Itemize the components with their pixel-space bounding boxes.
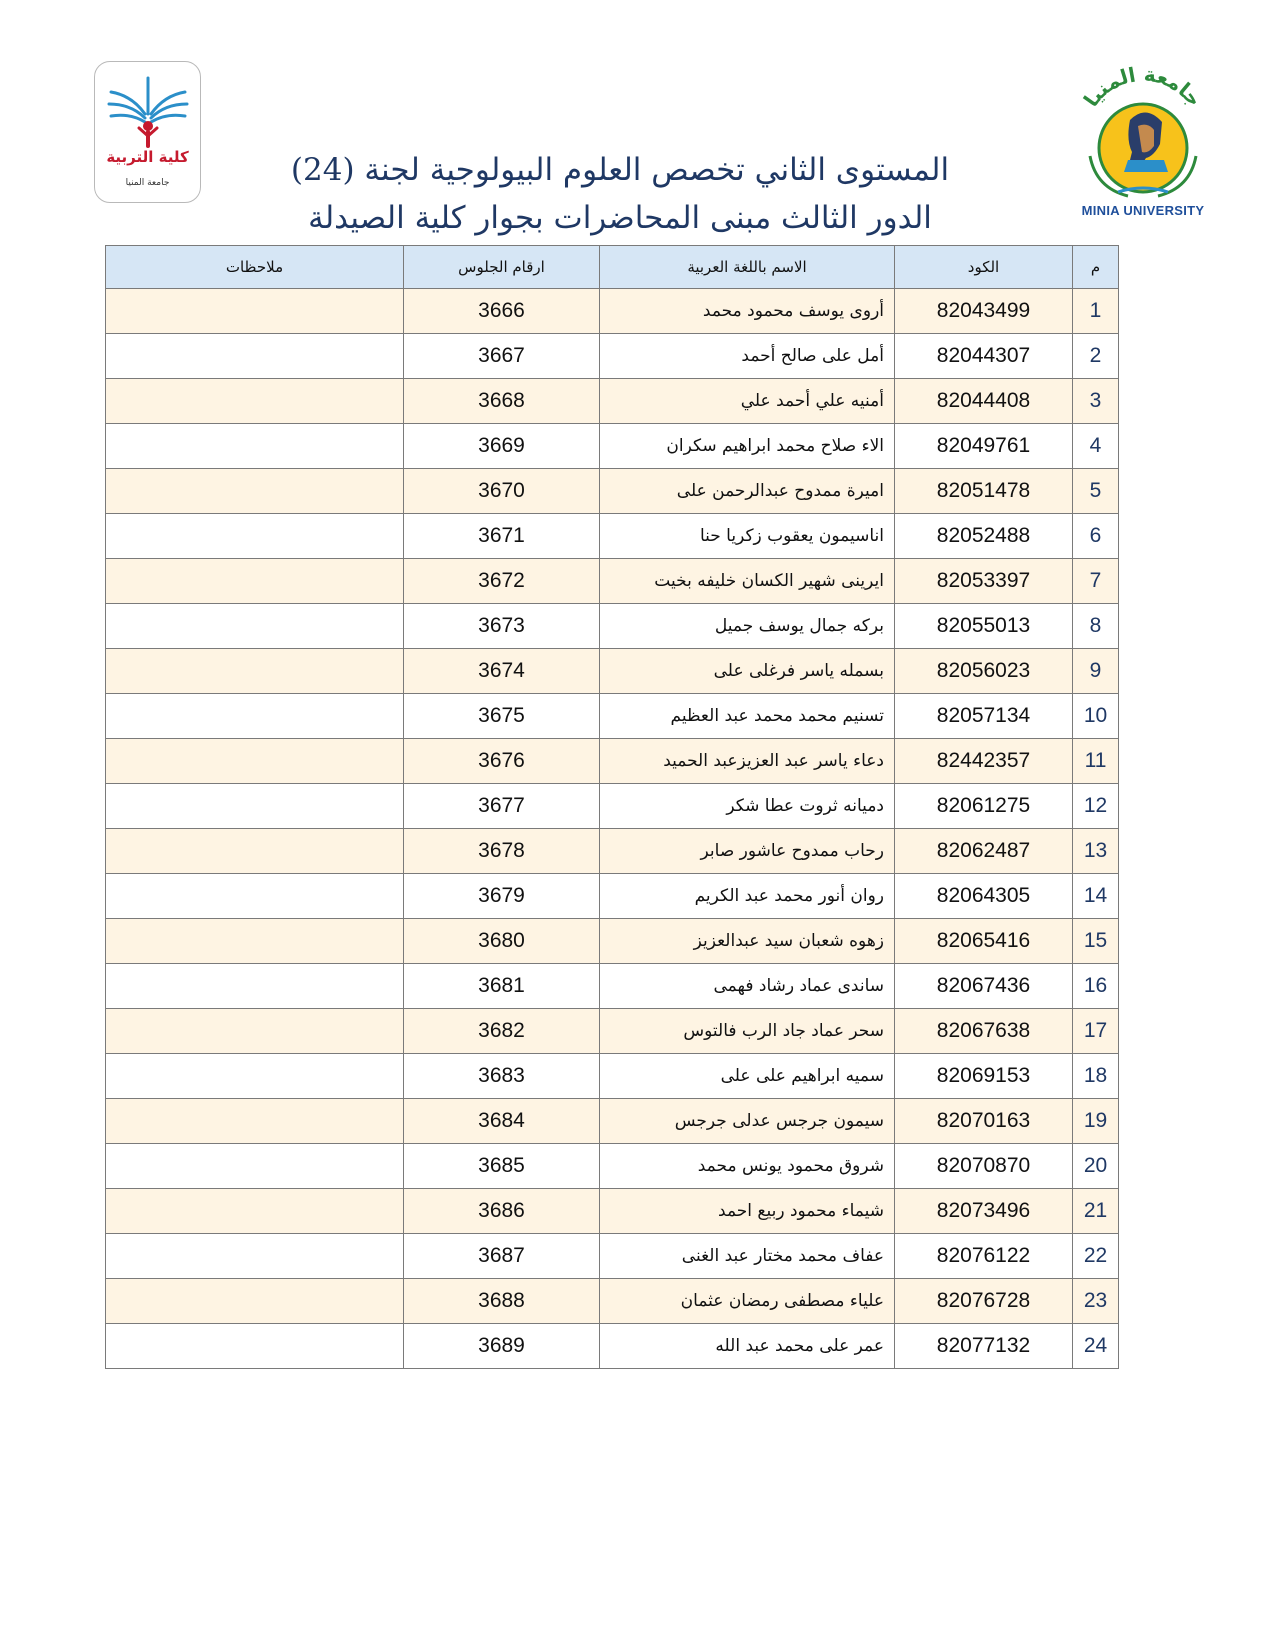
notes-cell — [106, 919, 404, 964]
seat-number: 3686 — [404, 1189, 600, 1234]
seat-number: 3667 — [404, 334, 600, 379]
student-name: الاء صلاح محمد ابراهيم سكران — [600, 424, 895, 469]
table-row — [106, 1324, 1119, 1369]
student-code: 82062487 — [895, 829, 1073, 874]
table-row — [106, 1144, 1119, 1189]
student-name: أمنيه علي أحمد علي — [600, 379, 895, 424]
row-number: 5 — [1073, 469, 1119, 514]
university-logo — [1068, 60, 1218, 225]
notes-cell — [106, 739, 404, 784]
student-name: عمر على محمد عبد الله — [600, 1324, 895, 1369]
seat-number: 3679 — [404, 874, 600, 919]
seat-number: 3669 — [404, 424, 600, 469]
row-number: 15 — [1073, 919, 1119, 964]
notes-cell — [106, 1054, 404, 1099]
notes-cell — [106, 874, 404, 919]
student-code: 82052488 — [895, 514, 1073, 559]
table-row — [106, 1279, 1119, 1324]
notes-cell — [106, 469, 404, 514]
student-code: 82073496 — [895, 1189, 1073, 1234]
student-name: روان أنور محمد عبد الكريم — [600, 874, 895, 919]
student-code: 82057134 — [895, 694, 1073, 739]
row-number: 1 — [1073, 289, 1119, 334]
seat-number: 3685 — [404, 1144, 600, 1189]
notes-cell — [106, 1144, 404, 1189]
row-number: 4 — [1073, 424, 1119, 469]
row-number: 11 — [1073, 739, 1119, 784]
student-code: 82076728 — [895, 1279, 1073, 1324]
student-name: أروى يوسف محمود محمد — [600, 289, 895, 334]
notes-cell — [106, 379, 404, 424]
student-code: 82067638 — [895, 1009, 1073, 1054]
student-code: 82053397 — [895, 559, 1073, 604]
header-seat: ارقام الجلوس — [404, 246, 600, 289]
student-name: تسنيم محمد محمد عبد العظيم — [600, 694, 895, 739]
notes-cell — [106, 1324, 404, 1369]
student-name: بسمله ياسر فرغلى على — [600, 649, 895, 694]
seat-number: 3674 — [404, 649, 600, 694]
table-body — [106, 289, 1119, 1369]
table-row — [106, 334, 1119, 379]
page-subtitle: الدور الثالث مبنى المحاضرات بجوار كلية الصيدلة — [308, 200, 932, 236]
student-name: دعاء ياسر عبد العزيزعبد الحميد — [600, 739, 895, 784]
university-seal-icon — [1068, 60, 1218, 205]
row-number: 24 — [1073, 1324, 1119, 1369]
table-row — [106, 1054, 1119, 1099]
student-name: سحر عماد جاد الرب فالتوس — [600, 1009, 895, 1054]
seat-number: 3676 — [404, 739, 600, 784]
student-name: شيماء محمود ربيع احمد — [600, 1189, 895, 1234]
student-name: بركه جمال يوسف جميل — [600, 604, 895, 649]
student-code: 82065416 — [895, 919, 1073, 964]
student-code: 82070163 — [895, 1099, 1073, 1144]
notes-cell — [106, 784, 404, 829]
row-number: 14 — [1073, 874, 1119, 919]
seat-number: 3671 — [404, 514, 600, 559]
notes-cell — [106, 514, 404, 559]
seat-number: 3673 — [404, 604, 600, 649]
table-row — [106, 919, 1119, 964]
student-code: 82061275 — [895, 784, 1073, 829]
table-row — [106, 1099, 1119, 1144]
notes-cell — [106, 649, 404, 694]
notes-cell — [106, 559, 404, 604]
table-row — [106, 964, 1119, 1009]
student-name: أمل على صالح أحمد — [600, 334, 895, 379]
student-name: ساندى عماد رشاد فهمى — [600, 964, 895, 1009]
student-code: 82044307 — [895, 334, 1073, 379]
student-code: 82043499 — [895, 289, 1073, 334]
header-code: الكود — [895, 246, 1073, 289]
row-number: 23 — [1073, 1279, 1119, 1324]
row-number: 19 — [1073, 1099, 1119, 1144]
row-number: 3 — [1073, 379, 1119, 424]
row-number: 6 — [1073, 514, 1119, 559]
row-number: 2 — [1073, 334, 1119, 379]
university-arabic-name: جامعة المنيا — [1078, 61, 1207, 112]
student-code: 82076122 — [895, 1234, 1073, 1279]
student-name: اميرة ممدوح عبدالرحمن على — [600, 469, 895, 514]
row-number: 17 — [1073, 1009, 1119, 1054]
table-row — [106, 514, 1119, 559]
notes-cell — [106, 334, 404, 379]
seat-number: 3689 — [404, 1324, 600, 1369]
student-code: 82077132 — [895, 1324, 1073, 1369]
student-code: 82044408 — [895, 379, 1073, 424]
row-number: 18 — [1073, 1054, 1119, 1099]
table-row — [106, 379, 1119, 424]
notes-cell — [106, 1189, 404, 1234]
seat-number: 3688 — [404, 1279, 600, 1324]
seat-number: 3666 — [404, 289, 600, 334]
table-row — [106, 1009, 1119, 1054]
student-code: 82055013 — [895, 604, 1073, 649]
row-number: 13 — [1073, 829, 1119, 874]
row-number: 20 — [1073, 1144, 1119, 1189]
student-name: عفاف محمد مختار عبد الغنى — [600, 1234, 895, 1279]
notes-cell — [106, 1099, 404, 1144]
notes-cell — [106, 829, 404, 874]
faculty-subtitle: جامعة المنيا — [125, 178, 170, 188]
seat-number: 3672 — [404, 559, 600, 604]
table-header-row — [106, 246, 1119, 289]
row-number: 8 — [1073, 604, 1119, 649]
student-name: سيمون جرجس عدلى جرجس — [600, 1099, 895, 1144]
notes-cell — [106, 964, 404, 1009]
row-number: 21 — [1073, 1189, 1119, 1234]
row-number: 7 — [1073, 559, 1119, 604]
student-name: سميه ابراهيم على على — [600, 1054, 895, 1099]
notes-cell — [106, 424, 404, 469]
student-code: 82067436 — [895, 964, 1073, 1009]
row-number: 16 — [1073, 964, 1119, 1009]
student-code: 82442357 — [895, 739, 1073, 784]
student-code: 82049761 — [895, 424, 1073, 469]
seat-number: 3687 — [404, 1234, 600, 1279]
seat-number: 3675 — [404, 694, 600, 739]
student-name: شروق محمود يونس محمد — [600, 1144, 895, 1189]
table-row — [106, 649, 1119, 694]
header-num: م — [1073, 246, 1119, 289]
student-name: دميانه ثروت عطا شكر — [600, 784, 895, 829]
table-row — [106, 784, 1119, 829]
faculty-name: كلية التربية — [106, 148, 189, 166]
notes-cell — [106, 1279, 404, 1324]
row-number: 9 — [1073, 649, 1119, 694]
university-english-name: MINIA UNIVERSITY — [1081, 203, 1205, 218]
student-code: 82070870 — [895, 1144, 1073, 1189]
table-row — [106, 1234, 1119, 1279]
table-row — [106, 559, 1119, 604]
student-name: ايرينى شهير الكسان خليفه بخيت — [600, 559, 895, 604]
student-name: علياء مصطفى رمضان عثمان — [600, 1279, 895, 1324]
seat-number: 3684 — [404, 1099, 600, 1144]
student-code: 82051478 — [895, 469, 1073, 514]
row-number: 22 — [1073, 1234, 1119, 1279]
seat-number: 3683 — [404, 1054, 600, 1099]
header-notes: ملاحظات — [106, 246, 404, 289]
student-code: 82069153 — [895, 1054, 1073, 1099]
page-title: المستوى الثاني تخصص العلوم البيولوجية لجنة (24) — [290, 152, 950, 188]
seat-number: 3678 — [404, 829, 600, 874]
table-row — [106, 469, 1119, 514]
notes-cell — [106, 604, 404, 649]
table-row — [106, 694, 1119, 739]
student-name: زهوه شعبان سيد عبدالعزيز — [600, 919, 895, 964]
notes-cell — [106, 1009, 404, 1054]
table-row — [106, 424, 1119, 469]
table-row — [106, 289, 1119, 334]
seat-number: 3668 — [404, 379, 600, 424]
header-name: الاسم باللغة العربية — [600, 246, 895, 289]
table-row — [106, 1189, 1119, 1234]
seat-number: 3677 — [404, 784, 600, 829]
row-number: 10 — [1073, 694, 1119, 739]
table-row — [106, 874, 1119, 919]
table-row — [106, 604, 1119, 649]
student-code: 82064305 — [895, 874, 1073, 919]
table-row — [106, 829, 1119, 874]
notes-cell — [106, 289, 404, 334]
seat-number: 3670 — [404, 469, 600, 514]
seat-number: 3682 — [404, 1009, 600, 1054]
student-code: 82056023 — [895, 649, 1073, 694]
students-table — [105, 245, 1119, 1369]
student-name: اناسيمون يعقوب زكريا حنا — [600, 514, 895, 559]
notes-cell — [106, 694, 404, 739]
student-name: رحاب ممدوح عاشور صابر — [600, 829, 895, 874]
row-number: 12 — [1073, 784, 1119, 829]
table-row — [106, 739, 1119, 784]
seat-number: 3681 — [404, 964, 600, 1009]
seat-number: 3680 — [404, 919, 600, 964]
notes-cell — [106, 1234, 404, 1279]
